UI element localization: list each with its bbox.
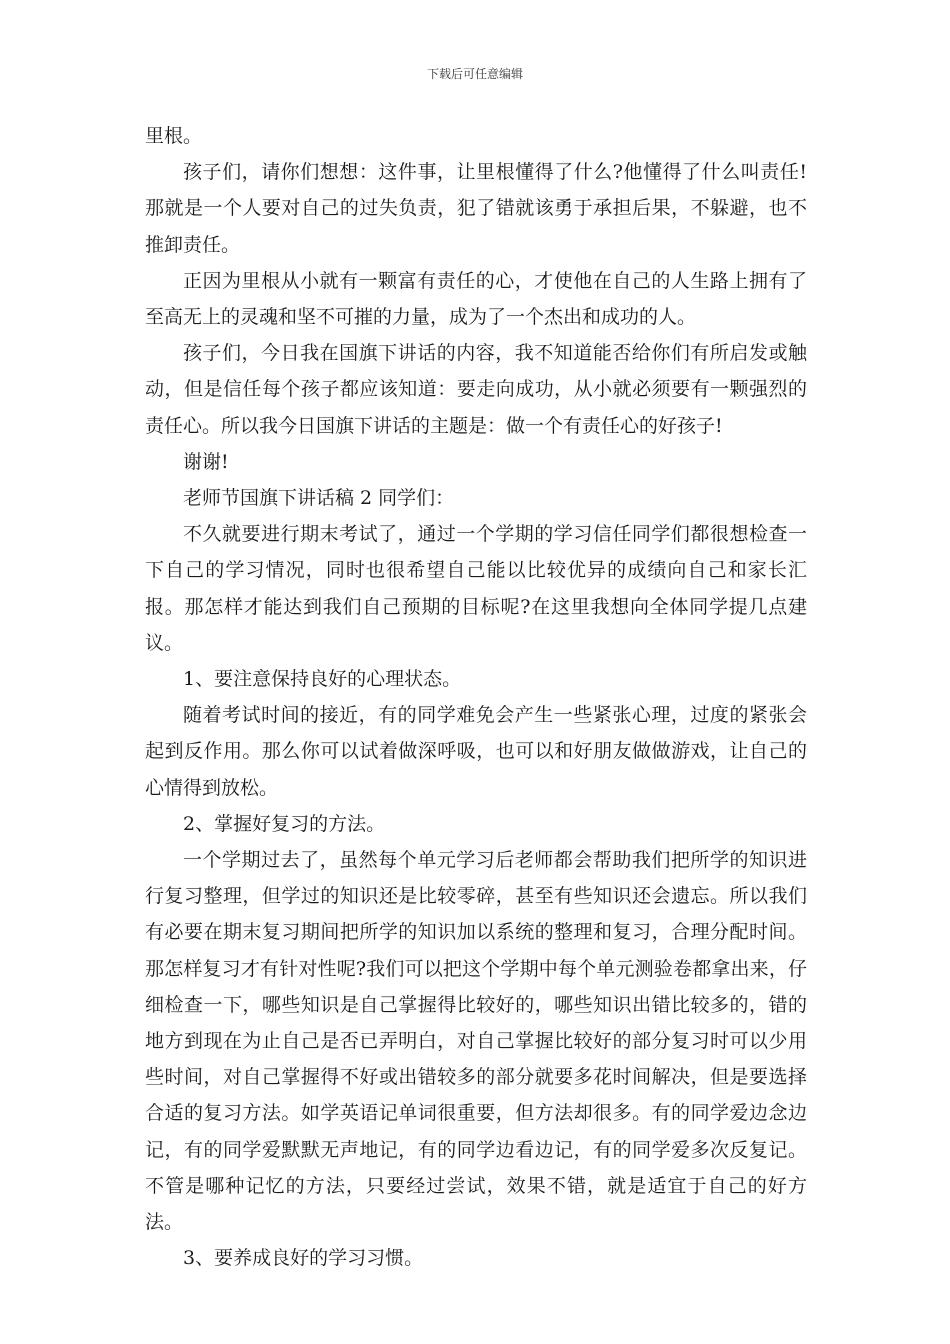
paragraph: 不久就要进行期末考试了，通过一个学期的学习信任同学们都很想检查一下自己的学习情况，同时也很希望自己能以比较优异的成绩向自己和家长汇报。那怎样才能达到我们自己预期的目标呢?在这里我想向全体同学提几点建议。 [145, 523, 807, 654]
paragraph: 谢谢! [183, 450, 229, 473]
paragraph: 孩子们，今日我在国旗下讲话的内容，我不知道能否给你们有所启发或触动，但是信任每个孩子都应该知道：要走向成功，从小就必须要有一颗强烈的责任心。所以我今日国旗下讲话的主题是：做一个有责任心的好孩子! [145, 342, 807, 437]
section-heading: 老师节国旗下讲话稿 2 同学们： [183, 487, 455, 510]
paragraph: 里根。 [145, 125, 203, 147]
page-header-note: 下载后可任意编辑 [426, 67, 523, 81]
list-item-heading: 3、要养成良好的学习习惯。 [183, 1247, 424, 1270]
paragraph: 随着考试时间的接近，有的同学难免会产生一些紧张心理，过度的紧张会起到反作用。那么你可以试着做深呼吸，也可以和好朋友做做游戏，让自己的心情得到放松。 [145, 704, 807, 799]
paragraph: 一个学期过去了，虽然每个单元学习后老师都会帮助我们把所学的知识进行复习整理，但学过的知识还是比较零碎，甚至有些知识还会遗忘。所以我们有必要在期末复习期间把所学的知识加以系统的整理和复习，合理分配时间。那怎样复习才有针对性呢?我们可以把这个学期中每个单元测验卷都拿出来，仔细检查一下，哪些知识是自己掌握得比较好的，哪些知识出错比较多的，错的地方到现在为止自己是否已弄明白，对自己掌握比较好的部分复习时可以少用些时间，对自己掌握得不好或出错较多的部分就要多花时间解决，但是要选择合适的复习方法。如学英语记单词很重要，但方法却很多。有的同学爱边念边记，有的同学爱默默无声地记，有的同学边看边记，有的同学爱多次反复记。不管是哪种记忆的方法，只要经过尝试，效果不错，就是适宜于自己的好方法。 [145, 849, 807, 1234]
paragraph: 孩子们，请你们想想：这件事，让里根懂得了什么?他懂得了什么叫责任!那就是一个人要对自己的过失负责，犯了错就该勇于承担后果，不躲避，也不推卸责任。 [145, 161, 807, 256]
list-item-heading: 2、掌握好复习的方法。 [183, 812, 386, 835]
list-item-heading: 1、要注意保持良好的心理状态。 [183, 668, 462, 691]
document-body [145, 118, 807, 1277]
paragraph: 正因为里根从小就有一颗富有责任的心，才使他在自己的人生路上拥有了至高无上的灵魂和坚不可摧的力量，成为了一个杰出和成功的人。 [145, 269, 807, 329]
